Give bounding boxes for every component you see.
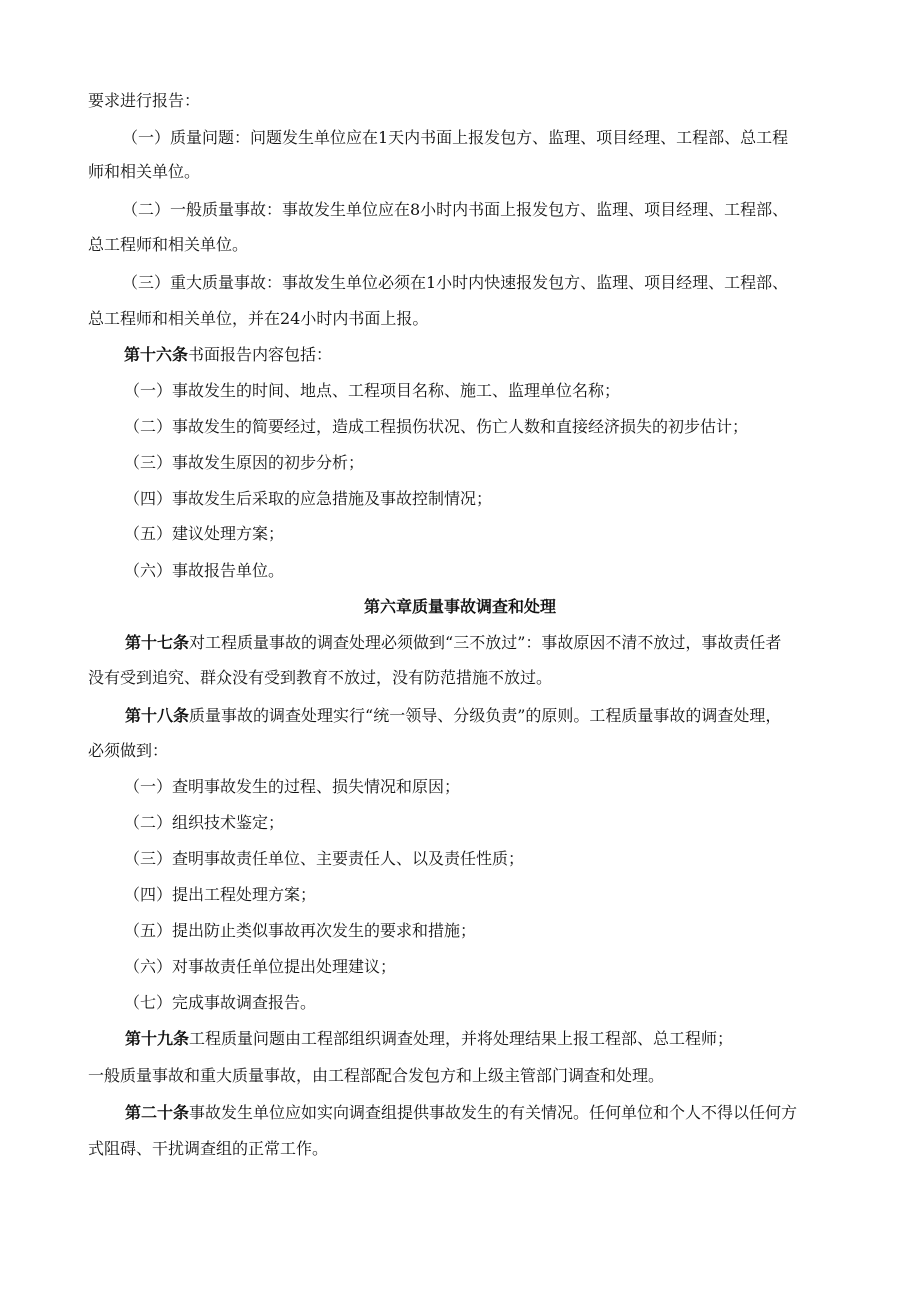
article-18	[125, 706, 870, 726]
article-19-text: 工程质量问题由工程部组织调查处理，并将处理结果上报工程部、总工程师；	[189, 1029, 734, 1048]
list-item: （五）建议处理方案；	[124, 524, 285, 543]
article-19	[125, 1029, 870, 1049]
paragraph-line: 一般质量事故和重大质量事故，由工程部配合发包方和上级主管部门调查和处理。	[88, 1066, 665, 1085]
list-item: （一）查明事故发生的过程、损失情况和原因；	[124, 777, 461, 796]
chapter-heading: 第六章质量事故调查和处理	[363, 597, 556, 616]
list-item: （一）事故发生的时间、地点、工程项目名称、施工、监理单位名称；	[124, 381, 621, 400]
paragraph-line: （二）一般质量事故：事故发生单位应在8小时内书面上报发包方、监理、项目经理、工程部、	[122, 200, 789, 219]
paragraph-line: 要求进行报告：	[88, 91, 201, 110]
list-item: （三）事故发生原因的初步分析；	[124, 453, 365, 472]
list-item: （六）对事故责任单位提出处理建议；	[124, 957, 397, 976]
article-18-text: 质量事故的调查处理实行“统一领导、分级负责”的原则。工程质量事故的调查处理，	[189, 706, 782, 725]
article-19-label: 第十九条	[125, 1029, 190, 1048]
paragraph-line: 师和相关单位。	[88, 162, 201, 181]
article-20-label: 第二十条	[125, 1103, 190, 1122]
paragraph-line: 式阻碍、干扰调查组的正常工作。	[88, 1139, 329, 1158]
paragraph-line: 总工程师和相关单位，并在24小时内书面上报。	[88, 309, 429, 328]
list-item: （二）事故发生的简要经过，造成工程损伤状况、伤亡人数和直接经济损失的初步估计；	[124, 417, 749, 436]
article-17-label: 第十七条	[125, 633, 190, 652]
list-item: （六）事故报告单位。	[124, 561, 285, 580]
list-item: （四）事故发生后采取的应急措施及事故控制情况；	[124, 489, 493, 508]
list-item: （三）查明事故责任单位、主要责任人、以及责任性质；	[124, 849, 525, 868]
article-18-label: 第十八条	[125, 706, 190, 725]
article-20-text: 事故发生单位应如实向调查组提供事故发生的有关情况。任何单位和个人不得以任何方	[189, 1103, 798, 1122]
article-16	[124, 345, 869, 365]
list-item: （五）提出防止类似事故再次发生的要求和措施；	[124, 921, 477, 940]
article-16-label: 第十六条	[124, 345, 189, 364]
article-17-text: 对工程质量事故的调查处理必须做到“三不放过”：事故原因不清不放过，事故责任者	[189, 633, 782, 652]
paragraph-line: （一）质量问题：问题发生单位应在1天内书面上报发包方、监理、项目经理、工程部、总工程	[122, 128, 789, 147]
list-item: （四）提出工程处理方案；	[124, 885, 317, 904]
paragraph-line: （三）重大质量事故：事故发生单位必须在1小时内快速报发包方、监理、项目经理、工程部、	[122, 273, 789, 292]
paragraph-line: 总工程师和相关单位。	[88, 235, 249, 254]
paragraph-line: 必须做到：	[88, 741, 169, 760]
list-item: （七）完成事故调查报告。	[124, 993, 317, 1012]
list-item: （二）组织技术鉴定；	[124, 813, 285, 832]
article-16-text: 书面报告内容包括：	[188, 345, 333, 364]
article-20	[125, 1103, 870, 1123]
paragraph-line: 没有受到追究、群众没有受到教育不放过，没有防范措施不放过。	[88, 668, 553, 687]
article-17	[125, 633, 870, 653]
